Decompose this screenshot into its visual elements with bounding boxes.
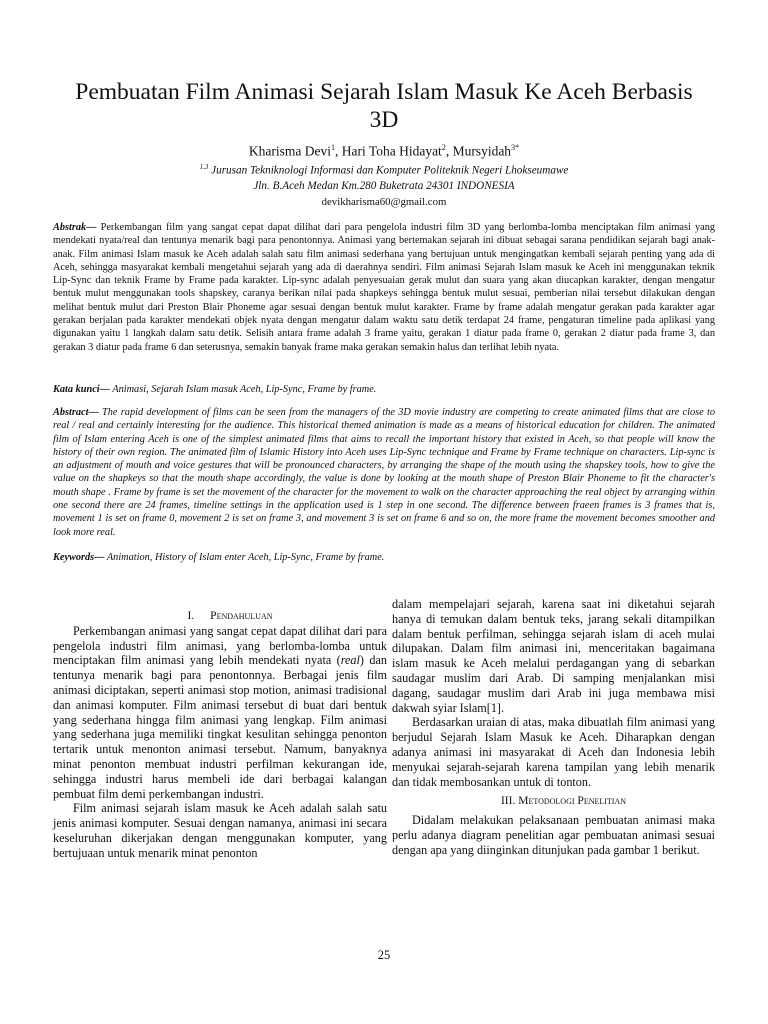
author-list: Kharisma Devi$^1$, Hari Toha Hidayat$^2$, Mursyidah$^{3*}$ [248,143,520,159]
author-name: Mursyidah [452,143,512,159]
kata-kunci-label: Kata kunci— [53,384,110,395]
author-sup: 3* [511,143,520,152]
section-number: III. [500,795,516,808]
body-paragraph: dalam mempelajari sejarah, karena saat ini diketahui sejarah hanya di temukan dalam bentuk teks, jarang sekali ditampilkan dalam bentuk perfilman, sehingga sejarah islam di aceh mulai dilupakan. Dalam film animasi ini, menceritakan bagaimana islam masuk ke Aceh melalui perdagangan yang di sebarkan saudagar muslim dari Arab. Di samping menjalankan misi dagang, saudagar muslim dari Arab ini juga membawa misi dakwah syiar Islam[1]. [392,597,715,715]
body-paragraph: Didalam melakukan pelaksanaan pembuatan animasi maka perlu adanya diagram penelitian agar pembuatan animasi sesuai dengan apa yang diinginkan ditunjukan pada gambar 1 berikut. [392,813,715,857]
section-title-initial: P [577,795,584,808]
keywords-label: Keywords— [53,552,105,563]
kata-kunci-paragraph [53,383,715,396]
keywords-paragraph [53,551,715,564]
body-paragraph [53,624,387,802]
body-paragraph: Berdasarkan uraian di atas, maka dibuatlah film animasi yang berjudul Sejarah Islam Masuk ke Aceh. Diharapkan dengan adanya animasi ini masyarakat di Aceh dan Indonesia lebih menyukai sejarah-sejarah karena tampilan yang lebih menarik dan tidak membosankan untuk di tonton. [392,715,715,789]
kata-kunci-text: Animasi, Sejarah Islam masuk Aceh, Lip-Sync, Frame by frame. [109,384,377,395]
author-name: Kharisma Devi [248,143,332,159]
author-sup: 1 [331,143,336,152]
abstract-label: Abstract— [53,407,99,418]
affiliation-line-2: Jln. B.Aceh Medan Km.280 Buketrata 24301 INDONESIA [253,179,515,192]
author-email: devikharisma60@gmail.com [321,196,447,208]
section-heading-pendahuluan [53,609,387,624]
abstract-paragraph [53,406,715,539]
abstrak-paragraph [53,221,715,354]
affiliation-line-1: Jurusan Tekniknologi Informasi dan Komputer Politeknik Negeri Lhokseumawe [211,164,569,177]
affiliation [60,160,708,194]
author-name: Hari Toha Hidayat [341,143,442,159]
page-number: 25 [377,948,391,962]
abstrak-label: Abstrak— [53,222,97,233]
section-number: I. [187,610,195,622]
body-text: ) dan tentunya menarik bagi para penontonnya. Berbagai jenis film animasi diciptakan, seperti animasi stop motion, animasi tradisional dan animasi komputer. Film animasi tersebut di buat dari bentuk yang sederhana hingga film animasi yang lengkap. Film animasi yang sederhana juga memiliki tingkat kesulitan sehingga penonton tertarik untuk menonton animasi tersebut. Namum, banyaknya minat penonton membuat industri perfilman kekurangan ide, sehingga industri harus membeli ide dari berbagai kalangan pembuat film demi perkembangan industri. [53,653,388,801]
affiliation-sup: 1,3 [199,163,209,171]
keywords-text: Animation, History of Islam enter Aceh, Lip-Sync, Frame by frame. [104,552,385,563]
body-text: Perkembangan animasi yang sangat cepat dapat dilihat dari para pengelola industri film animasi, yang berlomba-lomba untuk menciptakan film animasi yang lebih mendekati nyata ( [53,623,387,668]
abstract-text: The rapid development of films can be seen from the managers of the 3D movie industry are competing to create animated films that are close to real / real and certainly interesting for the audience. This historical themed animation is made as a means of historical education for children. The animated film of Islam entering Aceh is one of the simplest animated films that aims to recall the important history that existed in Aceh, so that people will know the history of their own region. The animated film of Islamic History into Aceh uses Lip-Sync technique and Frame by Frame technique on characters. Lip-sync is an adjustment of mouth and voice gestures that will be pronounced characters, by arranging the shape of the mouth using the shapskey tools, how to give the value on the shapkeys so that the mouth shape accordingly, the value is done by looking at the mouth shape of Preston Blair Phoneme to fit the character's mouth shape . Frame by frame is set the movement of the character for the movement to walk on the character approaching the real object by arranging within one second there are 24 frames, timeline settings in the application used is 1 step in one second. The difference between fraeen frames is 3 frames that is, movement 1 is set on frame 0, movement 2 is set on frame 3, and movement 3 is set on frame 6 and so on, the more frame the movement becomes smoother and look more real. [53,407,715,538]
section-heading-metodologi [392,794,715,809]
section-title-rest: enelitian [583,795,627,808]
right-column [392,597,715,858]
abstrak-text: Perkembangan film yang sangat cepat dapat dilihat dari para pengelola industri film 3D yang berlomba-lomba menciptakan film animasi yang mendekati nyata/real dan tentunya menarik bagi para penontonnya. Animasi yang bertemakan sejarah ini dibuat sebagai sarana pendidikan sejarah bagi anak-anak. Film animasi Islam masuk ke Aceh adalah salah satu film animasi sederhana yang bertujuan untuk mengingatkan kembali sejarah penting yang ada di Aceh, sehingga masyarakat kembali mengetahui sejarah yang ada di daerahnya sendiri. Film animasi Sejarah Islam masuk ke Aceh ini menggunakan teknik Lip-Sync dan teknik Frame by Frame pada karakter. Lip-sync adalah penyesuaian gerak mulut dan suara yang akan diucapkan karakter, dengan mengatur bentuk mulut menggunakan tools shapskey, caranya berikan nilai pada shapkeys sehingga bentuk mulut sesuai, pemberian nilai tersebut dilakukan dengan melihat bentuk mulut dari Preston Blair Phoneme agar sesuai dengan bentuk mulut karakter. Frame by frame adalah mengatur gerakan pada karakter agar gerakan berjalan pada karakter mendekati objek nyata dengan mengatur dalam waktu satu detik terdapat 24 frame, pengaturan timeline pada aplikasi yang digunakan yaitu 1 langkah dalam satu detik. Selisih antara frame adalah 3 frame yaitu, gerakan 1 diatur pada frame 0, gerakan 2 diatur pada frame 3, dan gerakan 3 diatur pada frame 6 dan seterusnya, semakin banyak frame maka gerakan semakin halus dan terlihat lebih nyata. [53,222,715,353]
section-title-rest: etodologi [528,795,575,808]
paper-title: Pembuatan Film Animasi Sejarah Islam Masuk Ke Aceh Berbasis 3D [75,79,693,133]
section-title-rest: endahuluan [216,610,273,622]
body-paragraph: Film animasi sejarah islam masuk ke Aceh adalah salah satu jenis animasi komputer. Sesuai dengan namanya, animasi ini secara keseluruhan dikerjakan dengan menggunakan komputer, yang bertujuaan untuk menarik minat penonton [53,801,387,860]
body-text-italic: real [340,653,360,668]
section-title-initial: M [518,795,529,808]
left-column [53,597,387,861]
author-sup: 2 [441,143,446,152]
section-title-initial: P [210,610,217,622]
